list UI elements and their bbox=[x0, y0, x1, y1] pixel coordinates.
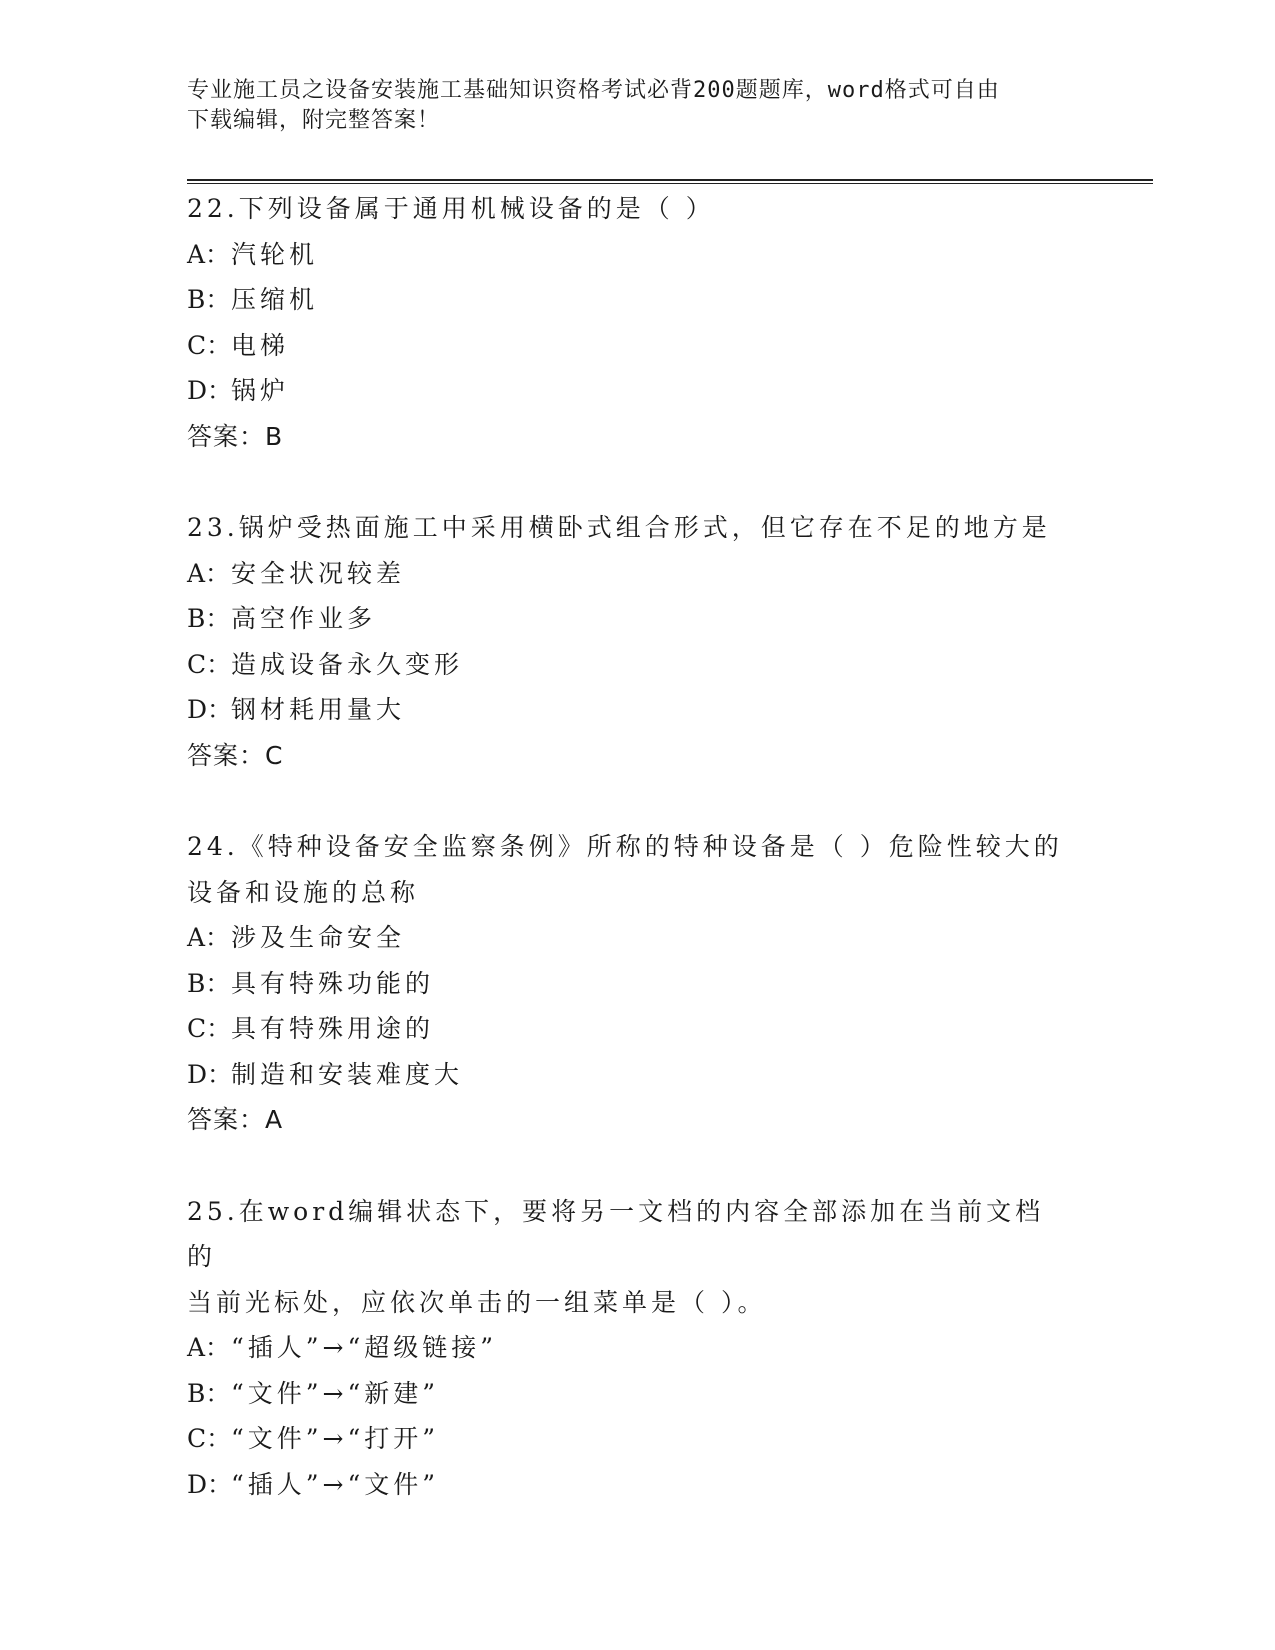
option-text: 安全状况较差 bbox=[231, 558, 406, 588]
option-b bbox=[187, 596, 1067, 642]
option-key: A： bbox=[187, 558, 231, 588]
question-25 bbox=[187, 1189, 1067, 1508]
option-key: C： bbox=[187, 1424, 232, 1453]
option-text: 具有特殊功能的 bbox=[231, 968, 435, 998]
question-22 bbox=[187, 186, 1067, 459]
option-text: 制造和安装难度大 bbox=[231, 1059, 464, 1089]
option-c bbox=[187, 323, 1067, 369]
option-key: C： bbox=[187, 649, 232, 679]
option-text: “文件”→“新建” bbox=[231, 1378, 440, 1408]
option-a bbox=[187, 551, 1067, 597]
option-c bbox=[187, 1006, 1067, 1052]
question-stem: 23.锅炉受热面施工中采用横卧式组合形式，但它存在不足的地方是 bbox=[187, 513, 1051, 542]
option-text: 钢材耗用量大 bbox=[231, 695, 406, 724]
option-text: “文件”→“打开” bbox=[231, 1424, 440, 1453]
question-24 bbox=[187, 824, 1067, 1143]
document-header bbox=[187, 76, 1067, 136]
option-key: A： bbox=[187, 1333, 231, 1362]
option-a bbox=[187, 1325, 1067, 1371]
question-stem: 24.《特种设备安全监察条例》所称的特种设备是（ ）危险性较大的 bbox=[187, 832, 1063, 861]
option-key: B： bbox=[187, 285, 231, 314]
option-text: 高空作业多 bbox=[231, 604, 377, 633]
option-key: D： bbox=[187, 376, 233, 405]
option-key: C： bbox=[187, 1014, 232, 1043]
option-text: 电梯 bbox=[231, 330, 290, 360]
option-c bbox=[187, 1416, 1067, 1462]
option-d bbox=[187, 687, 1067, 733]
header-line-1: 专业施工员之设备安装施工基础知识资格考试必背200题题库，word格式可自由 bbox=[187, 78, 1000, 103]
header-divider-thin bbox=[187, 183, 1153, 184]
question-23 bbox=[187, 505, 1067, 778]
option-b bbox=[187, 961, 1067, 1007]
question-stem-continued: 设备和设施的总称 bbox=[187, 877, 420, 907]
option-key: B： bbox=[187, 604, 231, 633]
option-d bbox=[187, 368, 1067, 414]
option-text: 具有特殊用途的 bbox=[231, 1014, 435, 1043]
option-key: A： bbox=[187, 923, 231, 952]
question-list bbox=[187, 186, 1067, 1553]
header-line-2: 下载编辑，附完整答案！ bbox=[187, 108, 441, 133]
option-d bbox=[187, 1462, 1067, 1508]
option-key: D： bbox=[187, 1059, 233, 1089]
option-key: A： bbox=[187, 239, 231, 269]
question-stem-continued: 当前光标处，应依次单击的一组菜单是（ ）。 bbox=[187, 1287, 767, 1317]
option-b bbox=[187, 1371, 1067, 1417]
option-key: B： bbox=[187, 968, 231, 998]
option-d bbox=[187, 1052, 1067, 1098]
question-stem: 22.下列设备属于通用机械设备的是（ ） bbox=[187, 194, 715, 223]
answer-line: 答案：C bbox=[187, 740, 284, 770]
option-text: 汽轮机 bbox=[231, 239, 319, 269]
option-text: 涉及生命安全 bbox=[231, 923, 406, 952]
option-text: 锅炉 bbox=[231, 376, 290, 405]
option-text: “插人”→“超级链接” bbox=[231, 1333, 498, 1362]
option-key: D： bbox=[187, 695, 233, 724]
answer-line: 答案：A bbox=[187, 1105, 284, 1134]
option-key: C： bbox=[187, 330, 232, 360]
option-a bbox=[187, 232, 1067, 278]
option-b bbox=[187, 277, 1067, 323]
option-key: B： bbox=[187, 1378, 231, 1408]
option-text: 造成设备永久变形 bbox=[231, 649, 464, 679]
option-c bbox=[187, 642, 1067, 688]
option-text: “插人”→“文件” bbox=[231, 1469, 440, 1499]
question-stem: 25.在word编辑状态下，要将另一文档的内容全部添加在当前文档的 bbox=[187, 1196, 1045, 1271]
option-key: D： bbox=[187, 1469, 233, 1499]
answer-line: 答案：B bbox=[187, 421, 284, 451]
option-a bbox=[187, 915, 1067, 961]
option-text: 压缩机 bbox=[231, 285, 319, 314]
header-divider-thick bbox=[187, 179, 1153, 181]
